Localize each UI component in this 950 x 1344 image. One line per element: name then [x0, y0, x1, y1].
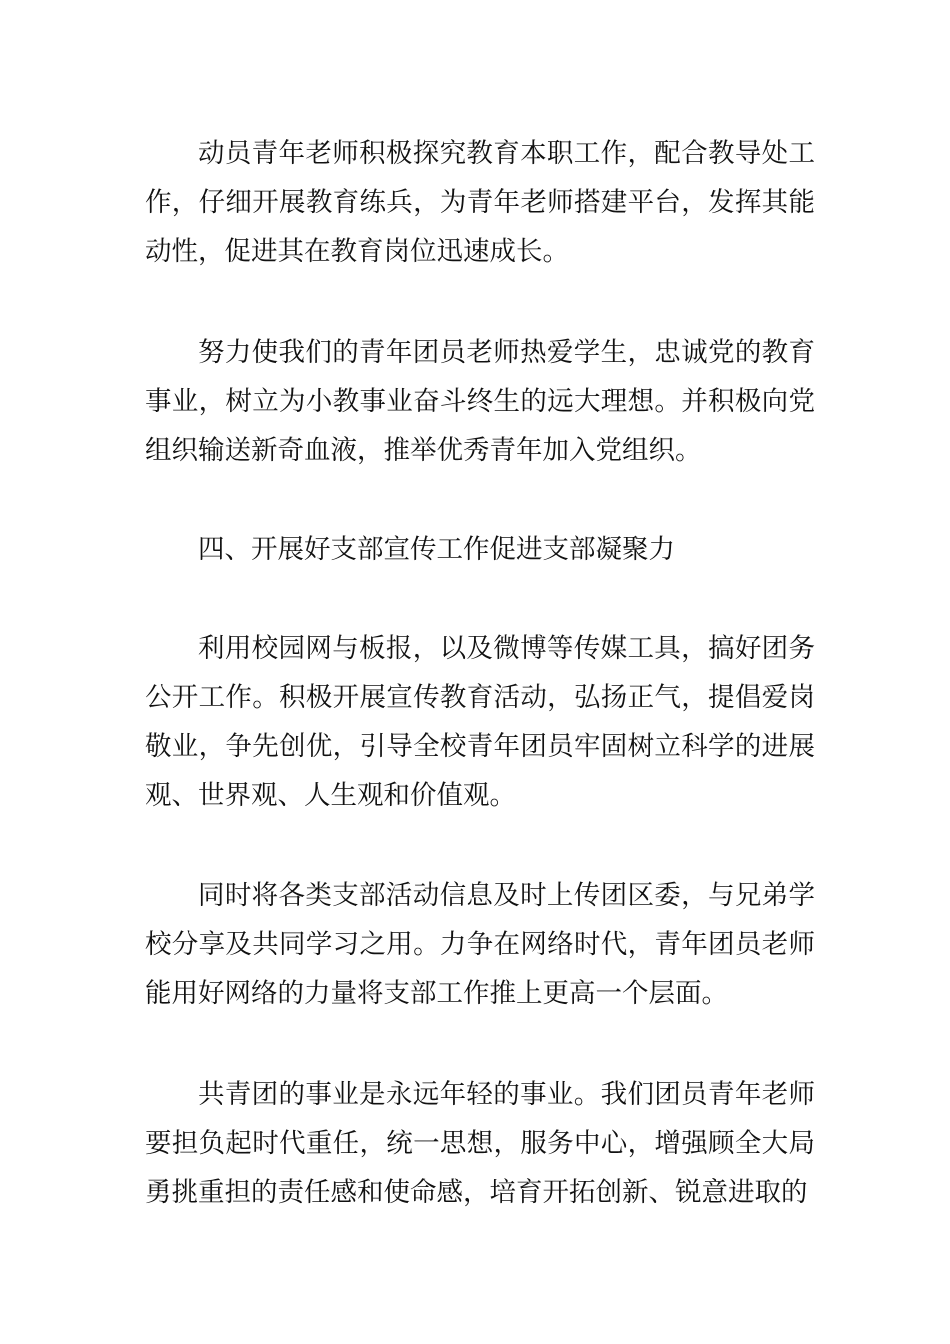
- section-heading-publicity: 四、开展好支部宣传工作促进支部凝聚力: [198, 534, 675, 565]
- paragraph-young-teachers-development: 动员青年老师积极探究教育本职工作，配合教导处工作，仔细开展教育练兵，为青年老师搭建平台，发挥其能动性，促进其在教育岗位迅速成长。: [145, 138, 815, 267]
- paragraph-youth-league-mission: 共青团的事业是永远年轻的事业。我们团员青年老师要担负起时代重任，统一思想，服务中心，增强顾全大局勇挑重担的责任感和使命感，培育开拓创新、锐意进取的: [145, 1079, 815, 1208]
- paragraph-campus-media: 利用校园网与板报，以及微博等传媒工具，搞好团务公开工作。积极开展宣传教育活动，弘扬正气，提倡爱岗敬业，争先创优，引导全校青年团员牢固树立科学的进展观、世界观、人生观和价值观。: [145, 633, 815, 811]
- paragraph-love-students: 努力使我们的青年团员老师热爱学生，忠诚党的教育事业，树立为小教事业奋斗终生的远大理想。并积极向党组织输送新奇血液，推举优秀青年加入党组织。: [145, 337, 815, 466]
- paragraph-activity-sharing: 同时将各类支部活动信息及时上传团区委，与兄弟学校分享及共同学习之用。力争在网络时代，青年团员老师能用好网络的力量将支部工作推上更高一个层面。: [145, 880, 815, 1009]
